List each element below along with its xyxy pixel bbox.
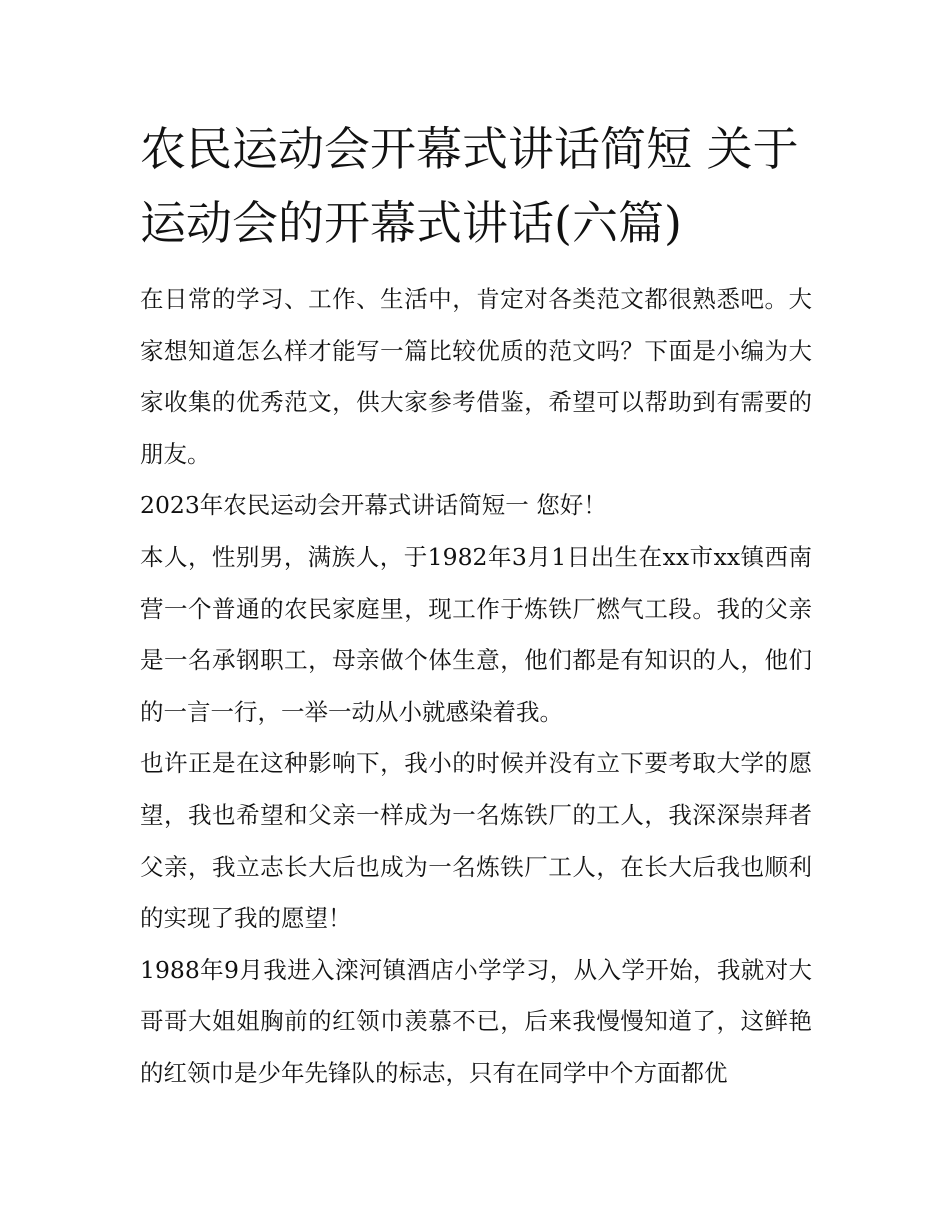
document-page xyxy=(140,112,812,1100)
paragraph-school: 1988年9月我进入滦河镇酒店小学学习，从入学开始，我就对大哥哥大姐姐胸前的红领巾羡慕不已，后来我慢慢知道了，这鲜艳的红领巾是少年先锋队的标志，只有在同学中个方面都优 xyxy=(140,955,812,1087)
paragraph-self-intro: 本人，性别男，满族人，于1982年3月1日出生在xx市xx镇西南营一个普通的农民家庭里，现工作于炼铁厂燃气工段。我的父亲是一名承钢职工，母亲做个体生意，他们都是有知识的人，他们的一言一行，一举一动从小就感染着我。 xyxy=(140,542,812,726)
paragraph-aspiration: 也许正是在这种影响下，我小的时候并没有立下要考取大学的愿望，我也希望和父亲一样成为一名炼铁厂的工人，我深深崇拜者父亲，我立志长大后也成为一名炼铁厂工人，在长大后我也顺利的实现了我的愿望！ xyxy=(140,749,812,933)
paragraph-section-heading: 2023年农民运动会开幕式讲话简短一 您好！ xyxy=(140,491,607,520)
paragraph-intro: 在日常的学习、工作、生活中，肯定对各类范文都很熟悉吧。大家想知道怎么样才能写一篇比较优质的范文吗？下面是小编为大家收集的优秀范文，供大家参考借鉴，希望可以帮助到有需要的朋友。 xyxy=(140,285,812,468)
document-body xyxy=(140,274,812,1100)
document-title: 农民运动会开幕式讲话简短 关于运动会的开幕式讲话(六篇) xyxy=(140,122,799,250)
